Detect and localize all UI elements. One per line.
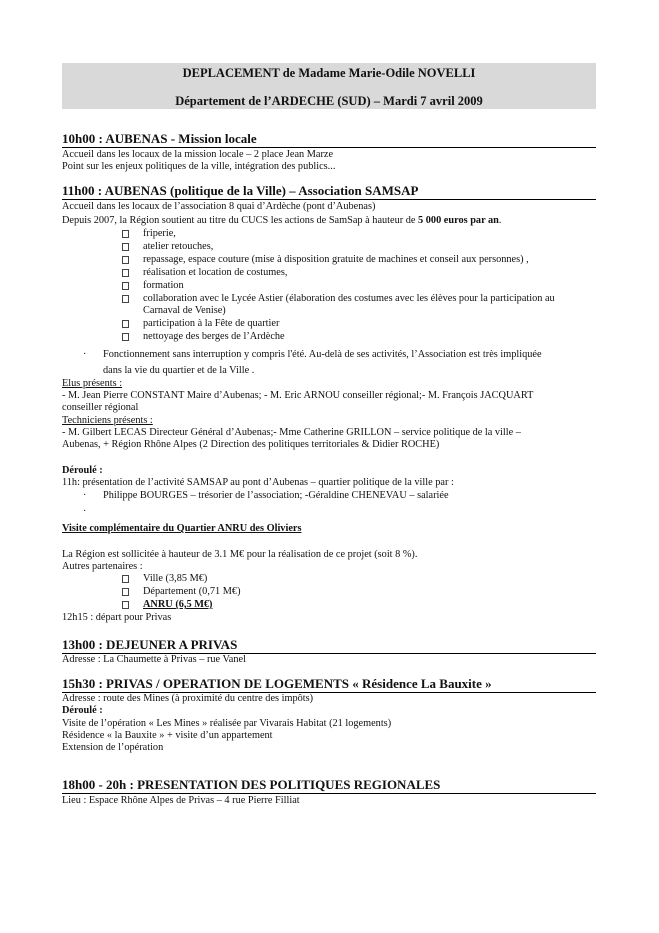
partner-item: Ville (3,85 M€) [143,573,208,584]
section-heading-samsap: 11h00 : AUBENAS (politique de la Ville) – Association SAMSAP [62,184,596,200]
bullet-icon: · [83,490,87,501]
section-heading-politiques: 18h00 - 20h : PRESENTATION DES POLITIQUES REGIONALES [62,778,596,794]
elus-text: conseiller régional [62,402,139,413]
depart-text: 12h15 : départ pour Privas [62,612,172,623]
funding-amount: 5 000 euros par an [418,215,499,226]
bullet-text-continued: dans la vie du quartier et de la Ville . [103,365,255,376]
activity-item: repassage, espace couture (mise à disposition gratuite de machines et conseil aux personnes) , [143,254,529,265]
checkbox-icon [122,269,129,277]
section-heading-dejeuner: 13h00 : DEJEUNER A PRIVAS [62,638,596,654]
document-title: DEPLACEMENT de Madame Marie-Odile NOVELLI [182,66,476,80]
funding-line [62,215,502,227]
activity-item: collaboration avec le Lycée Astier (élaboration des costumes avec les élèves pour la participation au [143,293,555,304]
checkbox-icon [122,282,129,290]
section-text: Adresse : route des Mines (à proximité du centre des impôts) [62,693,314,704]
section-text: Accueil dans les locaux de la mission locale – 2 place Jean Marze [62,149,334,160]
checkbox-icon [122,295,129,303]
section-heading-mission-locale: 10h00 : AUBENAS - Mission locale [62,132,596,148]
checkbox-icon [122,588,129,596]
partner-item: ANRU (6,5 M€) [143,599,213,610]
checkbox-icon [122,243,129,251]
visite-text: La Région est sollicitée à hauteur de 3.1 M€ pour la réalisation de ce projet (soit 8 %). [62,549,418,560]
checkbox-icon [122,601,129,609]
document-subtitle: Département de l’ARDECHE (SUD) – Mardi 7 avril 2009 [175,94,483,108]
techniciens-text: Aubenas, + Région Rhône Alpes (2 Direction des politiques territoriales & Didier ROCHE) [62,439,440,450]
deroule-label: Déroulé : [62,465,103,476]
activity-item: nettoyage des berges de l’Ardèche [143,331,285,342]
section-text: Visite de l’opération « Les Mines » réalisée par Vivarais Habitat (21 logements) [62,718,392,729]
section-text: Lieu : Espace Rhône Alpes de Privas – 4 rue Pierre Filliat [62,795,300,806]
section-text: Adresse : La Chaumette à Privas – rue Vanel [62,654,246,665]
elus-text: - M. Jean Pierre CONSTANT Maire d’Aubenas; - M. Eric ARNOU conseiller régional;- M. François JACQUART [62,390,534,401]
bullet-icon: · [83,349,87,360]
visite-text: Autres partenaires : [62,561,143,572]
activity-item: formation [143,280,184,291]
checkbox-icon [122,256,129,264]
section-text: Extension de l’opération [62,742,164,753]
deroule-text: 11h: présentation de l’activité SAMSAP au pont d’Aubenas – quartier politique de la ville par : [62,477,454,488]
section-text: Accueil dans les locaux de l’association 8 quai d’Ardèche (pont d’Aubenas) [62,201,376,212]
visite-heading: Visite complémentaire du Quartier ANRU des Oliviers [62,523,302,534]
deroule-participants: Philippe BOURGES – trésorier de l’association; -Géraldine CHENEVAU – salariée [103,490,449,501]
checkbox-icon [122,575,129,583]
section-heading-logements: 15h30 : PRIVAS / OPERATION DE LOGEMENTS « Résidence La Bauxite » [62,677,596,693]
activity-item: participation à la Fête de quartier [143,318,280,329]
partner-item: Département (0,71 M€) [143,586,241,597]
activity-item: atelier retouches, [143,241,214,252]
section-text: Résidence « la Bauxite » + visite d’un appartement [62,730,273,741]
bullet-icon: · [83,506,87,517]
techniciens-label: Techniciens présents : [62,415,153,426]
funding-end: . [498,215,502,226]
checkbox-icon [122,333,129,341]
techniciens-text: - M. Gilbert LECAS Directeur Général d’Aubenas;- Mme Catherine GRILLON – service politique de la ville – [62,427,521,438]
activity-item: réalisation et location de costumes, [143,267,288,278]
checkbox-icon [122,230,129,238]
elus-label: Elus présents : [62,378,123,389]
checkbox-icon [122,320,129,328]
activity-item: friperie, [143,228,176,239]
section-text: Point sur les enjeux politiques de la ville, intégration des publics... [62,161,336,172]
activity-item-continued: Carnaval de Venise) [143,305,226,316]
deroule-label: Déroulé : [62,705,103,716]
funding-text: Depuis 2007, la Région soutient au titre du CUCS les actions de SamSap à hauteur de [62,215,419,226]
bullet-text: Fonctionnement sans interruption y compris l'été. Au-delà de ses activités, l’Association est très impliquée [103,349,542,360]
